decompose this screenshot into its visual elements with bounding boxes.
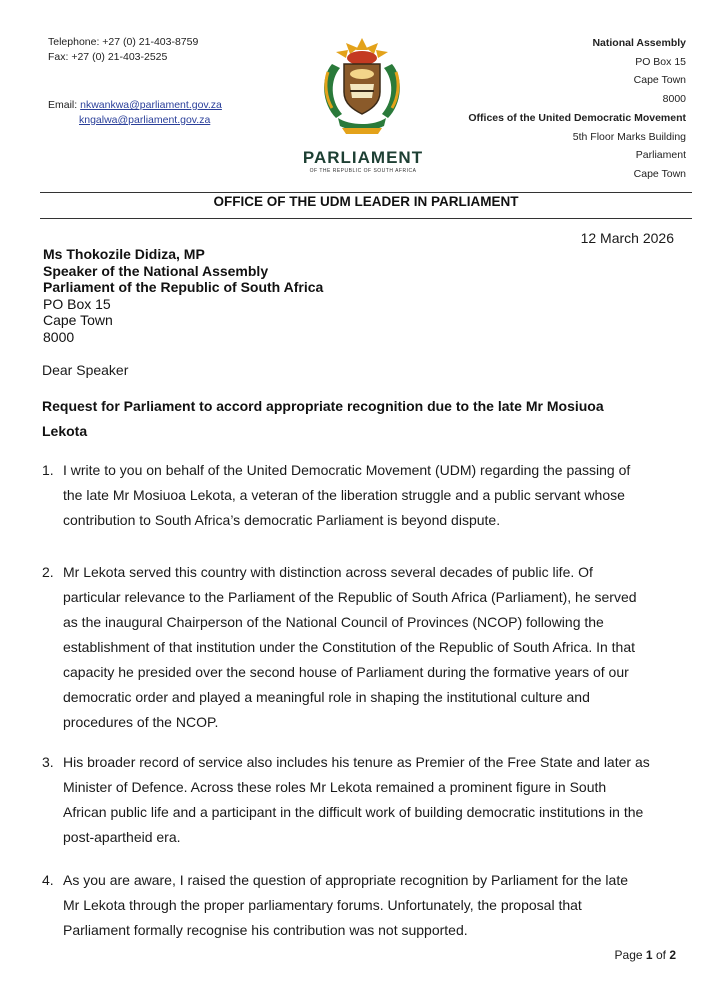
paragraph-number: 2. <box>42 564 54 580</box>
address-line: Offices of the United Democratic Movement <box>468 112 686 124</box>
paragraph-4 <box>42 868 682 943</box>
letter-date: 12 March 2026 <box>580 230 674 246</box>
paragraph-line: Mr Lekota through the proper parliamentary forums. Unfortunately, the proposal that <box>63 897 582 913</box>
paragraph-line: Parliament formally recognise his contribution was not supported. <box>63 922 468 938</box>
coat-of-arms-icon <box>316 34 408 142</box>
email-link-2[interactable]: kngalwa@parliament.gov.za <box>79 114 211 126</box>
subject <box>42 394 682 444</box>
page-number: 1 <box>645 948 653 962</box>
paragraph-1 <box>42 458 682 533</box>
page-word: Page <box>614 948 643 962</box>
paragraph-line: Mr Lekota served this country with distinction across several decades of public life. Of <box>63 564 593 580</box>
paragraph-number: 4. <box>42 872 54 888</box>
office-title: OFFICE OF THE UDM LEADER IN PARLIAMENT <box>213 194 519 209</box>
paragraph-line: Minister of Defence. Across these roles Mr Lekota remained a prominent figure in South <box>63 779 607 795</box>
paragraph-line: post-apartheid era. <box>63 829 181 845</box>
paragraph-line: African public life and a participant in the difficult work of building democratic institutions in the <box>63 804 644 820</box>
recipient-city: Cape Town <box>43 312 113 328</box>
paragraph-line: particular relevance to the Parliament of the Republic of South Africa (Parliament), he served <box>63 589 637 605</box>
salutation: Dear Speaker <box>42 362 129 378</box>
subject-line: Request for Parliament to accord appropriate recognition due to the late Mr Mosiuoa <box>42 398 604 414</box>
header-rule-bottom <box>40 218 692 219</box>
contact-block <box>48 35 198 65</box>
recipient-name: Ms Thokozile Didiza, MP <box>43 246 205 262</box>
telephone: Telephone: +27 (0) 21-403-8759 <box>48 36 199 48</box>
paragraph-line: His broader record of service also includes his tenure as Premier of the Free State and later as <box>63 754 650 770</box>
address-line: Cape Town <box>633 167 686 180</box>
logo-title: PARLIAMENT <box>302 148 424 167</box>
address-udm-office <box>468 109 686 183</box>
paragraph-line: as the inaugural Chairperson of the National Council of Provinces (NCOP) following the <box>63 614 604 630</box>
address-line: 5th Floor Marks Building <box>572 130 686 143</box>
paragraph-2 <box>42 560 682 735</box>
address-line: 8000 <box>662 92 686 105</box>
recipient-org: Parliament of the Republic of South Africa <box>43 279 324 295</box>
subject-line: Lekota <box>42 423 88 439</box>
paragraph-line: procedures of the NCOP. <box>63 714 219 730</box>
page-total: 2 <box>669 948 676 962</box>
paragraph-line: contribution to South Africa’s democratic Parliament is beyond dispute. <box>63 512 501 528</box>
logo-subtitle: OF THE REPUBLIC OF SOUTH AFRICA <box>309 168 417 174</box>
paragraph-line: I write to you on behalf of the United Democratic Movement (UDM) regarding the passing of <box>63 462 631 478</box>
email-block <box>48 98 222 113</box>
email-link-1[interactable]: nkwankwa@parliament.gov.za <box>80 99 222 111</box>
address-line: National Assembly <box>592 37 686 49</box>
paragraph-line: establishment of that institution under the Constitution of the Republic of South Africa. In that <box>63 639 636 655</box>
address-line: Parliament <box>635 149 686 161</box>
paragraph-number: 3. <box>42 754 54 770</box>
paragraph-3 <box>42 750 682 850</box>
paragraph-line: As you are aware, I raised the question of appropriate recognition by Parliament for the late <box>63 872 628 888</box>
recipient-role: Speaker of the National Assembly <box>43 262 269 279</box>
paragraph-number: 1. <box>42 462 54 478</box>
address-line: PO Box 15 <box>635 55 686 68</box>
recipient-box: PO Box 15 <box>43 295 111 312</box>
address-national-assembly <box>592 34 686 108</box>
of-word: of <box>655 948 666 962</box>
paragraph-line: capacity he presided over the second house of Parliament during the formative years of our <box>63 664 629 680</box>
recipient-block <box>43 246 323 345</box>
paragraph-line: democratic order and played a meaningful role in shaping the institutional culture and <box>63 689 590 705</box>
fax: Fax: +27 (0) 21-403-2525 <box>48 51 168 63</box>
email-label: Email: <box>48 99 78 111</box>
address-line: Cape Town <box>633 74 686 86</box>
recipient-code: 8000 <box>43 328 75 345</box>
page-indicator <box>615 948 676 962</box>
header-rule-top <box>40 192 692 193</box>
paragraph-line: the late Mr Mosiuoa Lekota, a veteran of the liberation struggle and a public servant whose <box>63 487 625 503</box>
